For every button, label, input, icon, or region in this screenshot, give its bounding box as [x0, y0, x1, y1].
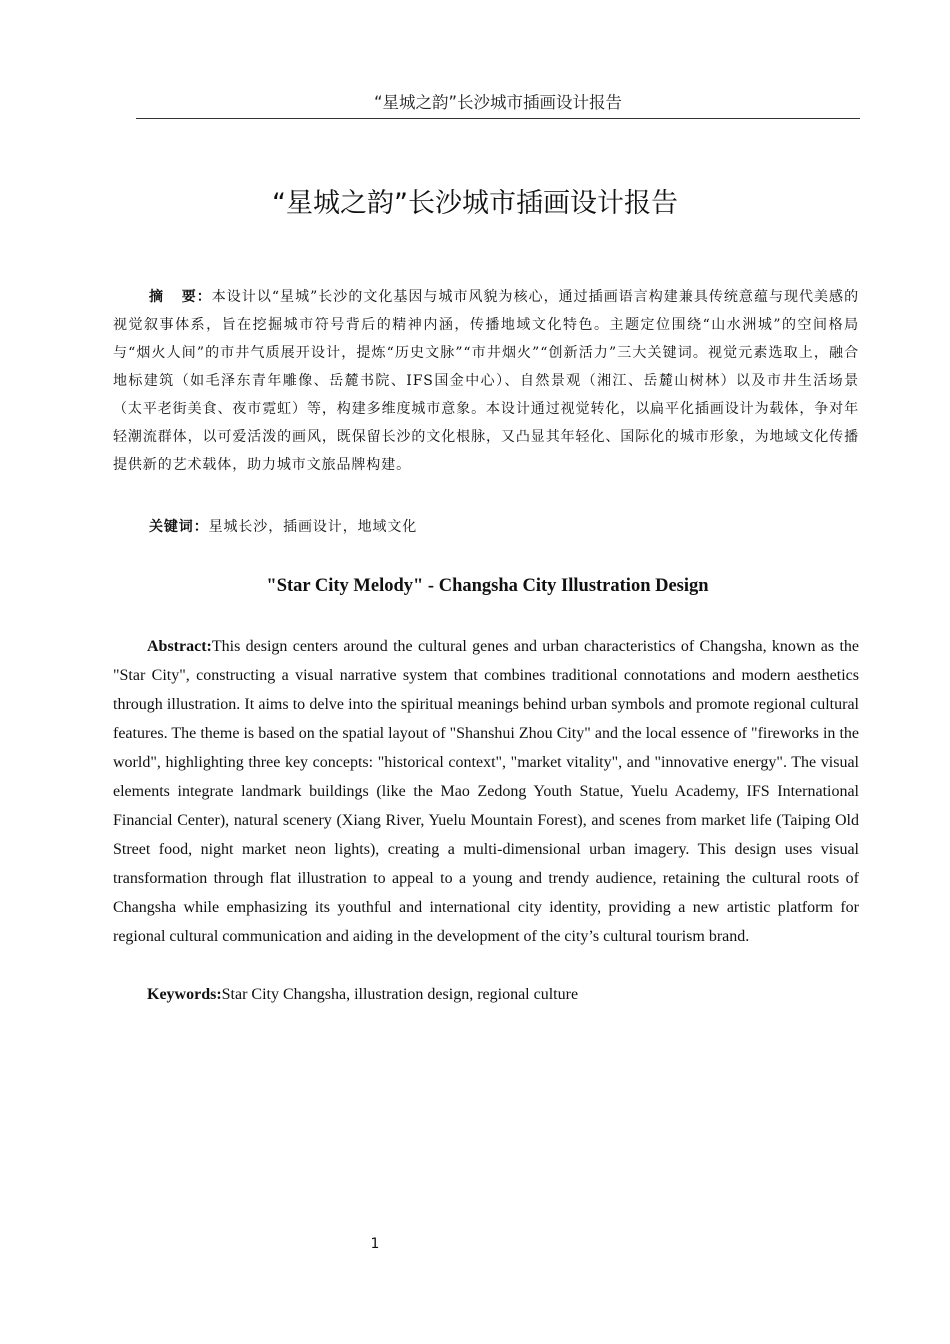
english-keywords-text: Star City Changsha, illustration design, regional culture	[221, 986, 579, 1003]
english-abstract-label: Abstract:	[147, 638, 212, 655]
chinese-keywords	[149, 513, 859, 541]
english-keywords-label: Keywords:	[147, 986, 222, 1003]
chinese-abstract-label: 摘 要：	[149, 289, 212, 305]
chinese-abstract-text: 本设计以“星城”长沙的文化基因与城市风貌为核心，通过插画语言构建兼具传统意蕴与现代美感的视觉叙事体系，旨在挖掘城市符号背后的精神内涵，传播地域文化特色。主题定位围绕“山水洲城”的空间格局与“烟火人间”的市井气质展开设计，提炼“历史文脉”“市井烟火”“创新活力”三大关键词。视觉元素选取上，融合地标建筑（如毛泽东青年雕像、岳麓书院、IFS国金中心）、自然景观（湘江、岳麓山树林）以及市井生活场景（太平老街美食、夜市霓虹）等，构建多维度城市意象。本设计通过视觉转化，以扁平化插画设计为载体，争对年轻潮流群体，以可爱活泼的画风，既保留长沙的文化根脉，又凸显其年轻化、国际化的城市形象，为地域文化传播提供新的艺术载体，助力城市文旅品牌构建。	[113, 289, 859, 473]
english-abstract	[113, 632, 859, 951]
chinese-abstract	[113, 283, 859, 479]
page-title: “星城之韵”长沙城市插画设计报告	[272, 188, 678, 219]
english-keywords	[147, 980, 859, 1009]
chinese-keywords-text: 星城长沙，插画设计，地域文化	[208, 519, 418, 535]
english-title: "Star City Melody" - Changsha City Illustration Design	[266, 576, 709, 596]
chinese-keywords-label: 关键词：	[149, 519, 209, 535]
running-header: “星城之韵”长沙城市插画设计报告	[136, 90, 860, 119]
english-abstract-text: This design centers around the cultural genes and urban characteristics of Changsha, known as the "Star City", constructing a visual narrative system that combines traditional connotations and modern aesthetics through illustration. It aims to delve into the spiritual meanings behind urban symbols and promote regional cultural features. The theme is based on the spatial layout of "Shanshui Zhou City" and the local essence of "fireworks in the world", highlighting three key concepts: "historical context", "market vitality", and "innovative energy". The visual elements integrate landmark buildings (like the Mao Zedong Youth Statue, Yuelu Academy, IFS International Financial Center), natural scenery (Xiang River, Yuelu Mountain Forest), and scenes from market life (Taiping Old Street food, night market neon lights), creating a multi-dimensional urban imagery. This design uses visual transformation through flat illustration to appeal to a young and trendy audience, retaining the cultural roots of Changsha while emphasizing its youthful and international city identity, providing a new artistic platform for regional cultural communication and aiding in the development of the city’s cultural tourism brand.	[113, 638, 859, 945]
page-number: 1	[370, 1236, 380, 1252]
